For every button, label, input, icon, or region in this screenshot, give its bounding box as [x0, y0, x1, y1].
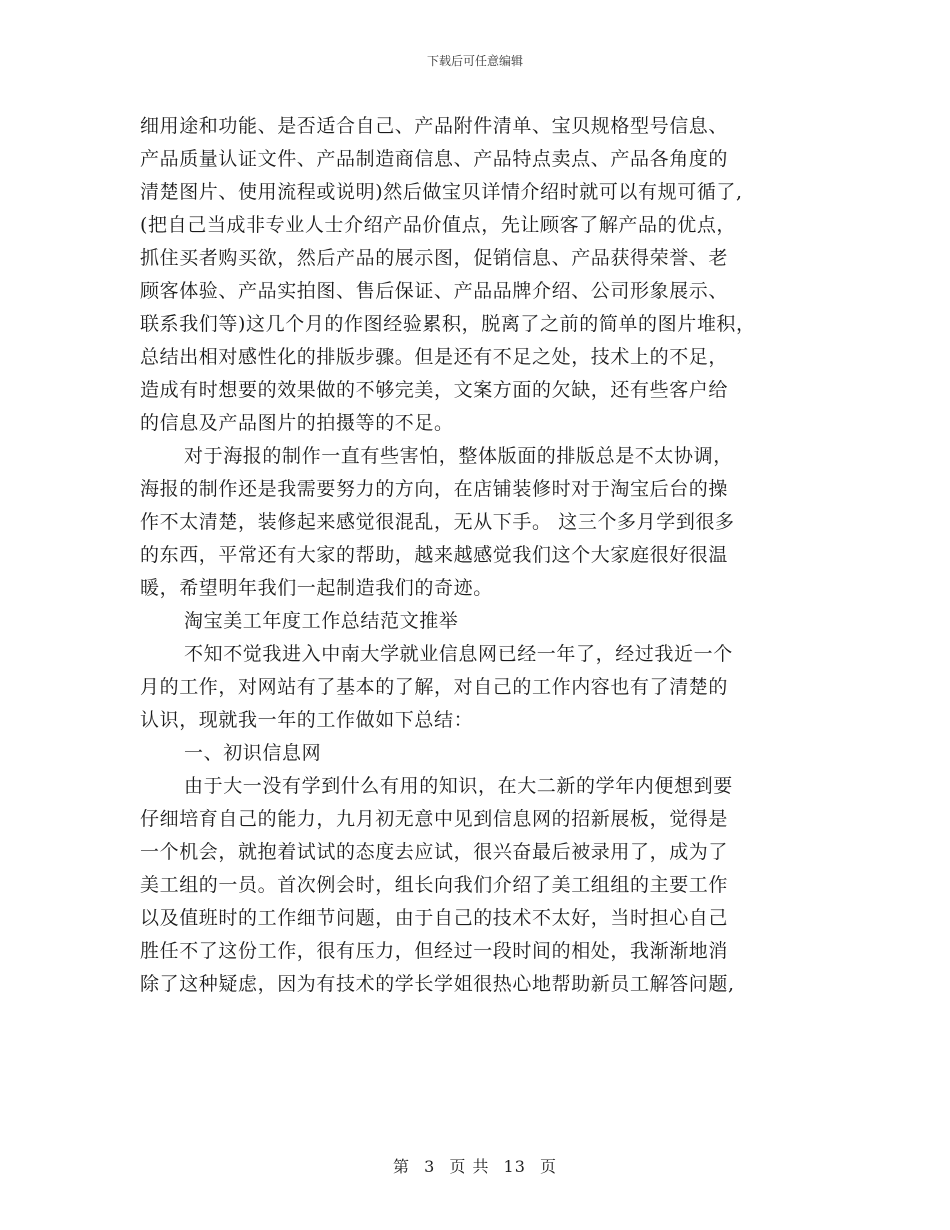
- text-line: 除了这种疑虑，因为有技术的学长学姐很热心地帮助新员工解答问题,: [140, 973, 735, 995]
- text-line: 作不太清楚，装修起来感觉很混乱，无从下手。 这三个多月学到很多: [140, 511, 735, 533]
- page-footer: [0, 1154, 950, 1177]
- text-line: 淘宝美工年度工作总结范文推举: [184, 610, 459, 632]
- text-line: 以及值班时的工作细节问题，由于自己的技术不太好，当时担心自己: [140, 907, 729, 929]
- footer-suffix: 页: [540, 1157, 558, 1176]
- text-line: 清楚图片、使用流程或说明)然后做宝贝详情介绍时就可以有规可循了,: [140, 181, 743, 203]
- text-line: 抓住买者购买欲，然后产品的展示图，促销信息、产品获得荣誉、老: [140, 247, 729, 269]
- text-line: 暖，希望明年我们一起制造我们的奇迹。: [140, 577, 493, 599]
- text-line: 月的工作，对网站有了基本的了解，对自己的工作内容也有了清楚的: [140, 676, 729, 698]
- text-line: 海报的制作还是我需要努力的方向，在店铺装修时对于淘宝后台的操: [140, 478, 729, 500]
- page-header-note: 下载后可任意编辑: [426, 54, 523, 68]
- text-line: 一、初识信息网: [184, 742, 322, 764]
- footer-prefix: 第: [392, 1157, 410, 1176]
- text-line: 顾客体验、产品实拍图、售后保证、产品品牌介绍、公司形象展示、: [140, 280, 729, 302]
- text-line: 的信息及产品图片的拍摄等的不足。: [140, 412, 454, 434]
- text-line: 产品质量认证文件、产品制造商信息、产品特点卖点、产品各角度的: [140, 148, 729, 170]
- footer-total-pages: 13: [503, 1157, 526, 1176]
- text-line: 对于海报的制作一直有些害怕，整体版面的排版总是不太协调，: [184, 445, 733, 467]
- footer-current-page: 3: [424, 1157, 436, 1176]
- text-line: 美工组的一员。首次例会时，组长向我们介绍了美工组组的主要工作: [140, 874, 729, 896]
- text-line: 仔细培育自己的能力，九月初无意中见到信息网的招新展板，觉得是: [140, 808, 729, 830]
- text-line: 的东西，平常还有大家的帮助，越来越感觉我们这个大家庭很好很温: [140, 544, 729, 566]
- text-line: (把自己当成非专业人士介绍产品价值点，先让顾客了解产品的优点，: [140, 214, 737, 236]
- text-line: 联系我们等)这几个月的作图经验累积，脱离了之前的简单的图片堆积，: [140, 313, 756, 335]
- text-line: 不知不觉我进入中南大学就业信息网已经一年了，经过我近一个: [184, 643, 733, 665]
- text-line: 认识，现就我一年的工作做如下总结：: [140, 709, 474, 731]
- text-line: 造成有时想要的效果做的不够完美，文案方面的欠缺，还有些客户给: [140, 379, 729, 401]
- text-line: 一个机会，就抱着试试的态度去应试，很兴奋最后被录用了，成为了: [140, 841, 729, 863]
- text-line: 细用途和功能、是否适合自己、产品附件清单、宝贝规格型号信息、: [140, 115, 729, 137]
- text-line: 胜任不了这份工作，很有压力，但经过一段时间的相处，我渐渐地消: [140, 940, 729, 962]
- text-line: 由于大一没有学到什么有用的知识，在大二新的学年内便想到要: [184, 775, 733, 797]
- document-body: [140, 110, 820, 1001]
- footer-mid: 页 共: [449, 1157, 490, 1176]
- text-line: 总结出相对感性化的排版步骤。但是还有不足之处，技术上的不足，: [140, 346, 729, 368]
